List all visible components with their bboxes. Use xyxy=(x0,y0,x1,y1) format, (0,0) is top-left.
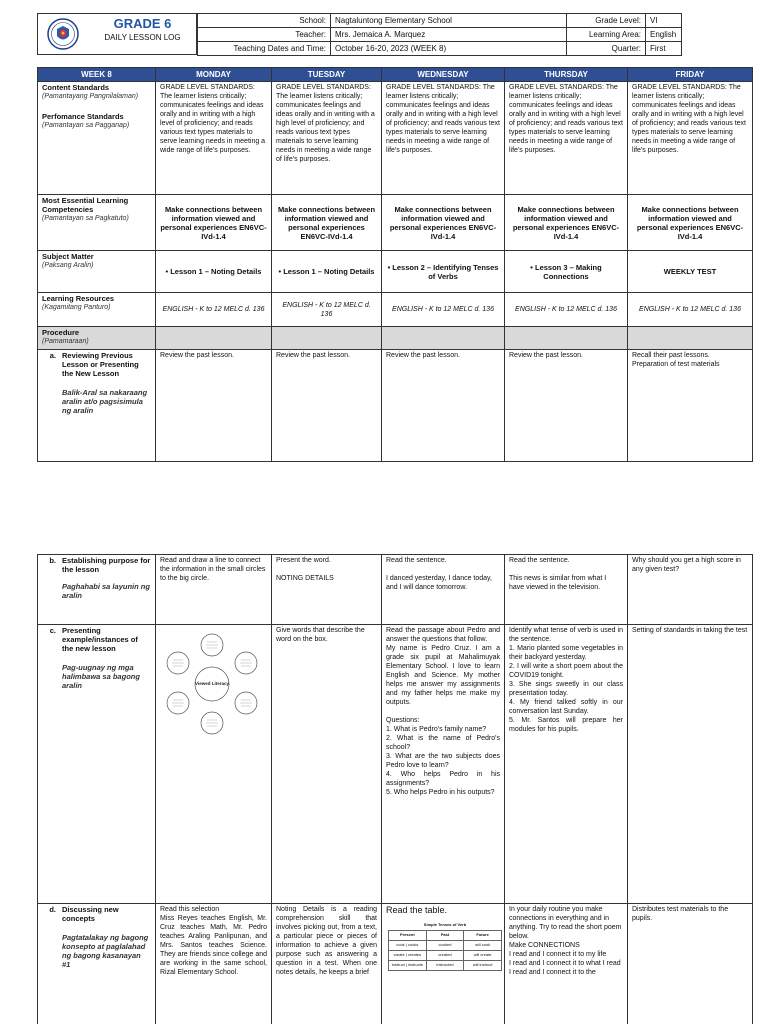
proc-d-label-cell xyxy=(38,904,156,1024)
proc-a-wednesday: Review the past lesson. xyxy=(382,350,505,462)
school-label: School: xyxy=(198,14,331,28)
col-wednesday: WEDNESDAY xyxy=(382,68,505,82)
mini-cell: instructed xyxy=(426,960,464,970)
subject-friday: WEEKLY TEST xyxy=(628,251,753,293)
read-table-label: Read the table. xyxy=(386,905,448,915)
subject-thursday: • Lesson 3 – Making Connections xyxy=(505,251,628,293)
school-info-table xyxy=(197,13,682,56)
performance-standards-fil: (Pamantayan sa Pagganap) xyxy=(42,122,130,129)
mini-header-present: Present xyxy=(389,930,427,940)
teacher-value: Mrs. Jemaica A. Marquez xyxy=(331,28,567,42)
proc-c-title: Presenting example/instances of the new lesson xyxy=(62,626,138,653)
dates-value: October 16-20, 2023 (WEEK 8) xyxy=(331,42,567,56)
subject-wednesday: • Lesson 2 – Identifying Tenses of Verbs xyxy=(382,251,505,293)
learning-area-value: English xyxy=(646,28,682,42)
proc-a-fil: Balik-Aral sa nakaraang aralin at/o pagsisimula ng aralin xyxy=(62,388,148,415)
diagram-center-label: Viewed Literacy xyxy=(195,681,229,686)
proc-a-tuesday: Review the past lesson. xyxy=(272,350,382,462)
lesson-log-table-continued xyxy=(37,554,753,1024)
proc-b-tuesday: Present the word. NOTING DETAILS xyxy=(272,555,382,625)
grade-title: GRADE 6 xyxy=(113,16,172,31)
standards-thursday: GRADE LEVEL STANDARDS: The learner listens critically; communicates feelings and ideas orally and in writing with a high level of proficiency; and reads various text types materials to serve learning needs in meeting a wide range of life's purposes. xyxy=(505,82,628,195)
mini-cell: will cook xyxy=(464,940,502,950)
mini-header-past: Past xyxy=(426,930,464,940)
proc-c-wednesday: Read the passage about Pedro and answer the questions that follow. My name is Pedro Cruz. I am a grade six pupil at Mahalimuyak Elementary School. I love to learn English and Science. My mother helps me answer my assignments and my father helps me make my outputs. Questions: 1. What is Pedro's family name? 2. What is the name of Pedro's school? 3. What are the two subjects does Pedro love to learn? 4. Who helps Pedro in his assignments? 5. Who helps Pedro in his outputs? xyxy=(382,625,505,904)
col-week: WEEK 8 xyxy=(38,68,156,82)
standards-monday: GRADE LEVEL STANDARDS: The learner listens critically; communicates feelings and ideas orally and in writing with a high level of proficiency; and reads various text types materials to serve learning needs in meeting a wide range of life's purposes. xyxy=(156,82,272,195)
subject-tuesday: • Lesson 1 – Noting Details xyxy=(272,251,382,293)
proc-b-label-cell xyxy=(38,555,156,625)
melc-label: Most Essential Learning Competencies xyxy=(42,196,129,214)
proc-c-monday xyxy=(156,625,272,904)
mini-table-title: Simple Tenses of Verb xyxy=(389,920,502,930)
quarter-value: First xyxy=(646,42,682,56)
resources-tuesday: ENGLISH - K to 12 MELC d. 136 xyxy=(272,293,382,327)
proc-b-fil: Paghahabi sa layunin ng aralin xyxy=(62,582,150,600)
proc-c-label-cell xyxy=(38,625,156,904)
resources-fil: (Kagamitang Panturo) xyxy=(42,304,111,311)
melc-fil: (Pamantayan sa Pagkatuto) xyxy=(42,215,129,222)
learning-area-label: Learning Area: xyxy=(567,28,646,42)
resources-wednesday: ENGLISH - K to 12 MELC d. 136 xyxy=(382,293,505,327)
procedure-fil: (Pamamaraan) xyxy=(42,338,89,345)
standards-friday: GRADE LEVEL STANDARDS: The learner listens critically; communicates feelings and ideas orally and in writing with a high level of proficiency; and reads various text types materials to serve learning needs in meeting a wide range of life's purposes. xyxy=(628,82,753,195)
proc-c-letter: c. xyxy=(49,626,56,635)
proc-d-tuesday: Noting Details is a reading comprehension skill that involves picking out, from a text, a particular piece or pieces of information to achieve a given purpose such as answering a question in a test. When one notes details, he keeps a brief xyxy=(272,904,382,1024)
school-value: Nagtaluntong Elementary School xyxy=(331,14,567,28)
dates-label: Teaching Dates and Time: xyxy=(198,42,331,56)
resources-label: Learning Resources xyxy=(42,294,115,303)
standards-label-cell xyxy=(38,82,156,195)
standards-wednesday: GRADE LEVEL STANDARDS: The learner listens critically; communicates feelings and ideas orally and in writing with a high level of proficiency; and reads various text types materials to serve learning needs in meeting a wide range of life's purposes. xyxy=(382,82,505,195)
melc-thursday: Make connections between information viewed and personal experiences EN6VC-IVd-1.4 xyxy=(505,195,628,251)
proc-a-label-cell xyxy=(38,350,156,462)
proc-b-letter: b. xyxy=(49,556,56,565)
standards-tuesday: GRADE LEVEL STANDARDS: The learner listens critically; communicates feelings and ideas orally and in writing with a high level of proficiency; and reads various text types materials to serve learning needs in meeting a wide range of life's purposes. xyxy=(272,82,382,195)
procedure-label-cell xyxy=(38,327,156,350)
col-monday: MONDAY xyxy=(156,68,272,82)
melc-wednesday: Make connections between information viewed and personal experiences EN6VC-IVd-1.4 xyxy=(382,195,505,251)
proc-d-title: Discussing new concepts xyxy=(62,905,119,923)
proc-d-thursday: In your daily routine you make connections in everything and in anything. Try to read the short poem below. Make CONNECTIONS I read and I connect it to my life I read and I connect it to what I read I read and I connect it to the xyxy=(505,904,628,1024)
proc-b-monday: Read and draw a line to connect the information in the small circles to the big circle. xyxy=(156,555,272,625)
proc-a-letter: a. xyxy=(49,351,56,360)
proc-c-thursday: Identify what tense of verb is used in the sentence. 1. Mario planted some vegetables in their backyard yesterday. 2. I will write a short poem about the COVID19 tonight. 3. She sings sweetly in our class presentation today. 4. My friend talked softly in our conversation last Sunday. 5. Mr. Santos will prepare her modules for his pupils. xyxy=(505,625,628,904)
col-thursday: THURSDAY xyxy=(505,68,628,82)
proc-b-friday: Why should you get a high score in any given test? xyxy=(628,555,753,625)
school-header-logo-box xyxy=(37,13,197,55)
subject-monday: • Lesson 1 – Noting Details xyxy=(156,251,272,293)
viewed-literacy-diagram xyxy=(160,632,264,736)
proc-c-tuesday: Give words that describe the word on the box. xyxy=(272,625,382,904)
proc-a-monday: Review the past lesson. xyxy=(156,350,272,462)
subject-label: Subject Matter xyxy=(42,252,94,261)
content-standards-label: Content Standards xyxy=(42,83,110,92)
resources-thursday: ENGLISH - K to 12 MELC d. 136 xyxy=(505,293,628,327)
grade-level-label: Grade Level: xyxy=(567,14,646,28)
proc-d-monday: Read this selection Miss Reyes teaches English, Mr. Cruz teaches Math, Mr. Pedro teaches Araling Panlipunan, and Mrs. Santos teaches Science. They are friends since college and are working in the same school, Rizal Elementary School. xyxy=(156,904,272,1024)
resources-monday: ENGLISH - K to 12 MELC d. 136 xyxy=(156,293,272,327)
procedure-label: Procedure xyxy=(42,328,80,337)
mini-cell: created xyxy=(426,950,464,960)
resources-friday: ENGLISH - K to 12 MELC d. 136 xyxy=(628,293,753,327)
proc-c-fil: Pag-uugnay ng mga halimbawa sa bagong aralin xyxy=(62,663,140,690)
mini-header-future: Future xyxy=(464,930,502,940)
proc-d-friday: Distributes test materials to the pupils. xyxy=(628,904,753,1024)
proc-d-wednesday xyxy=(382,904,505,1024)
proc-d-letter: d. xyxy=(49,905,56,914)
melc-monday: Make connections between information viewed and personal experiences EN6VC-IVd-1.4 xyxy=(156,195,272,251)
tenses-mini-table xyxy=(388,920,502,971)
resources-label-cell xyxy=(38,293,156,327)
proc-a-thursday: Review the past lesson. xyxy=(505,350,628,462)
lesson-log-table xyxy=(37,67,753,462)
mini-cell: will create xyxy=(464,950,502,960)
content-standards-fil: (Pamantayang Pangnilalaman) xyxy=(42,93,139,100)
proc-a-friday: Recall their past lessons. Preparation of test materials xyxy=(628,350,753,462)
col-friday: FRIDAY xyxy=(628,68,753,82)
subject-fil: (Paksang Aralin) xyxy=(42,262,94,269)
mini-cell: will instruct xyxy=(464,960,502,970)
deped-seal-icon xyxy=(47,18,79,50)
proc-b-thursday: Read the sentence. This news is similar from what I have viewed in the television. xyxy=(505,555,628,625)
log-title: DAILY LESSON LOG xyxy=(104,33,181,42)
melc-friday: Make connections between information viewed and personal experiences EN6VC-IVd-1.4 xyxy=(628,195,753,251)
proc-a-title: Reviewing Previous Lesson or Presenting the New Lesson xyxy=(62,351,139,378)
mini-cell: instruct | instructs xyxy=(389,960,427,970)
mini-cell: cook | cooks xyxy=(389,940,427,950)
performance-standards-label: Perfomance Standards xyxy=(42,112,124,121)
proc-c-friday: Setting of standards in taking the test xyxy=(628,625,753,904)
proc-b-title: Establishing purpose for the lesson xyxy=(62,556,151,574)
proc-b-wednesday: Read the sentence. I danced yesterday, I dance today, and I will dance tomorrow. xyxy=(382,555,505,625)
col-tuesday: TUESDAY xyxy=(272,68,382,82)
mini-cell: cooked xyxy=(426,940,464,950)
subject-label-cell xyxy=(38,251,156,293)
mini-cell: create | creates xyxy=(389,950,427,960)
melc-label-cell xyxy=(38,195,156,251)
teacher-label: Teacher: xyxy=(198,28,331,42)
proc-d-fil: Pagtatalakay ng bagong konsepto at paglalahad ng bagong kasanayan #1 xyxy=(62,933,149,969)
grade-level-value: VI xyxy=(646,14,682,28)
quarter-label: Quarter: xyxy=(567,42,646,56)
melc-tuesday: Make connections between information viewed and personal experiences EN6VC-IVd-1.4 xyxy=(272,195,382,251)
